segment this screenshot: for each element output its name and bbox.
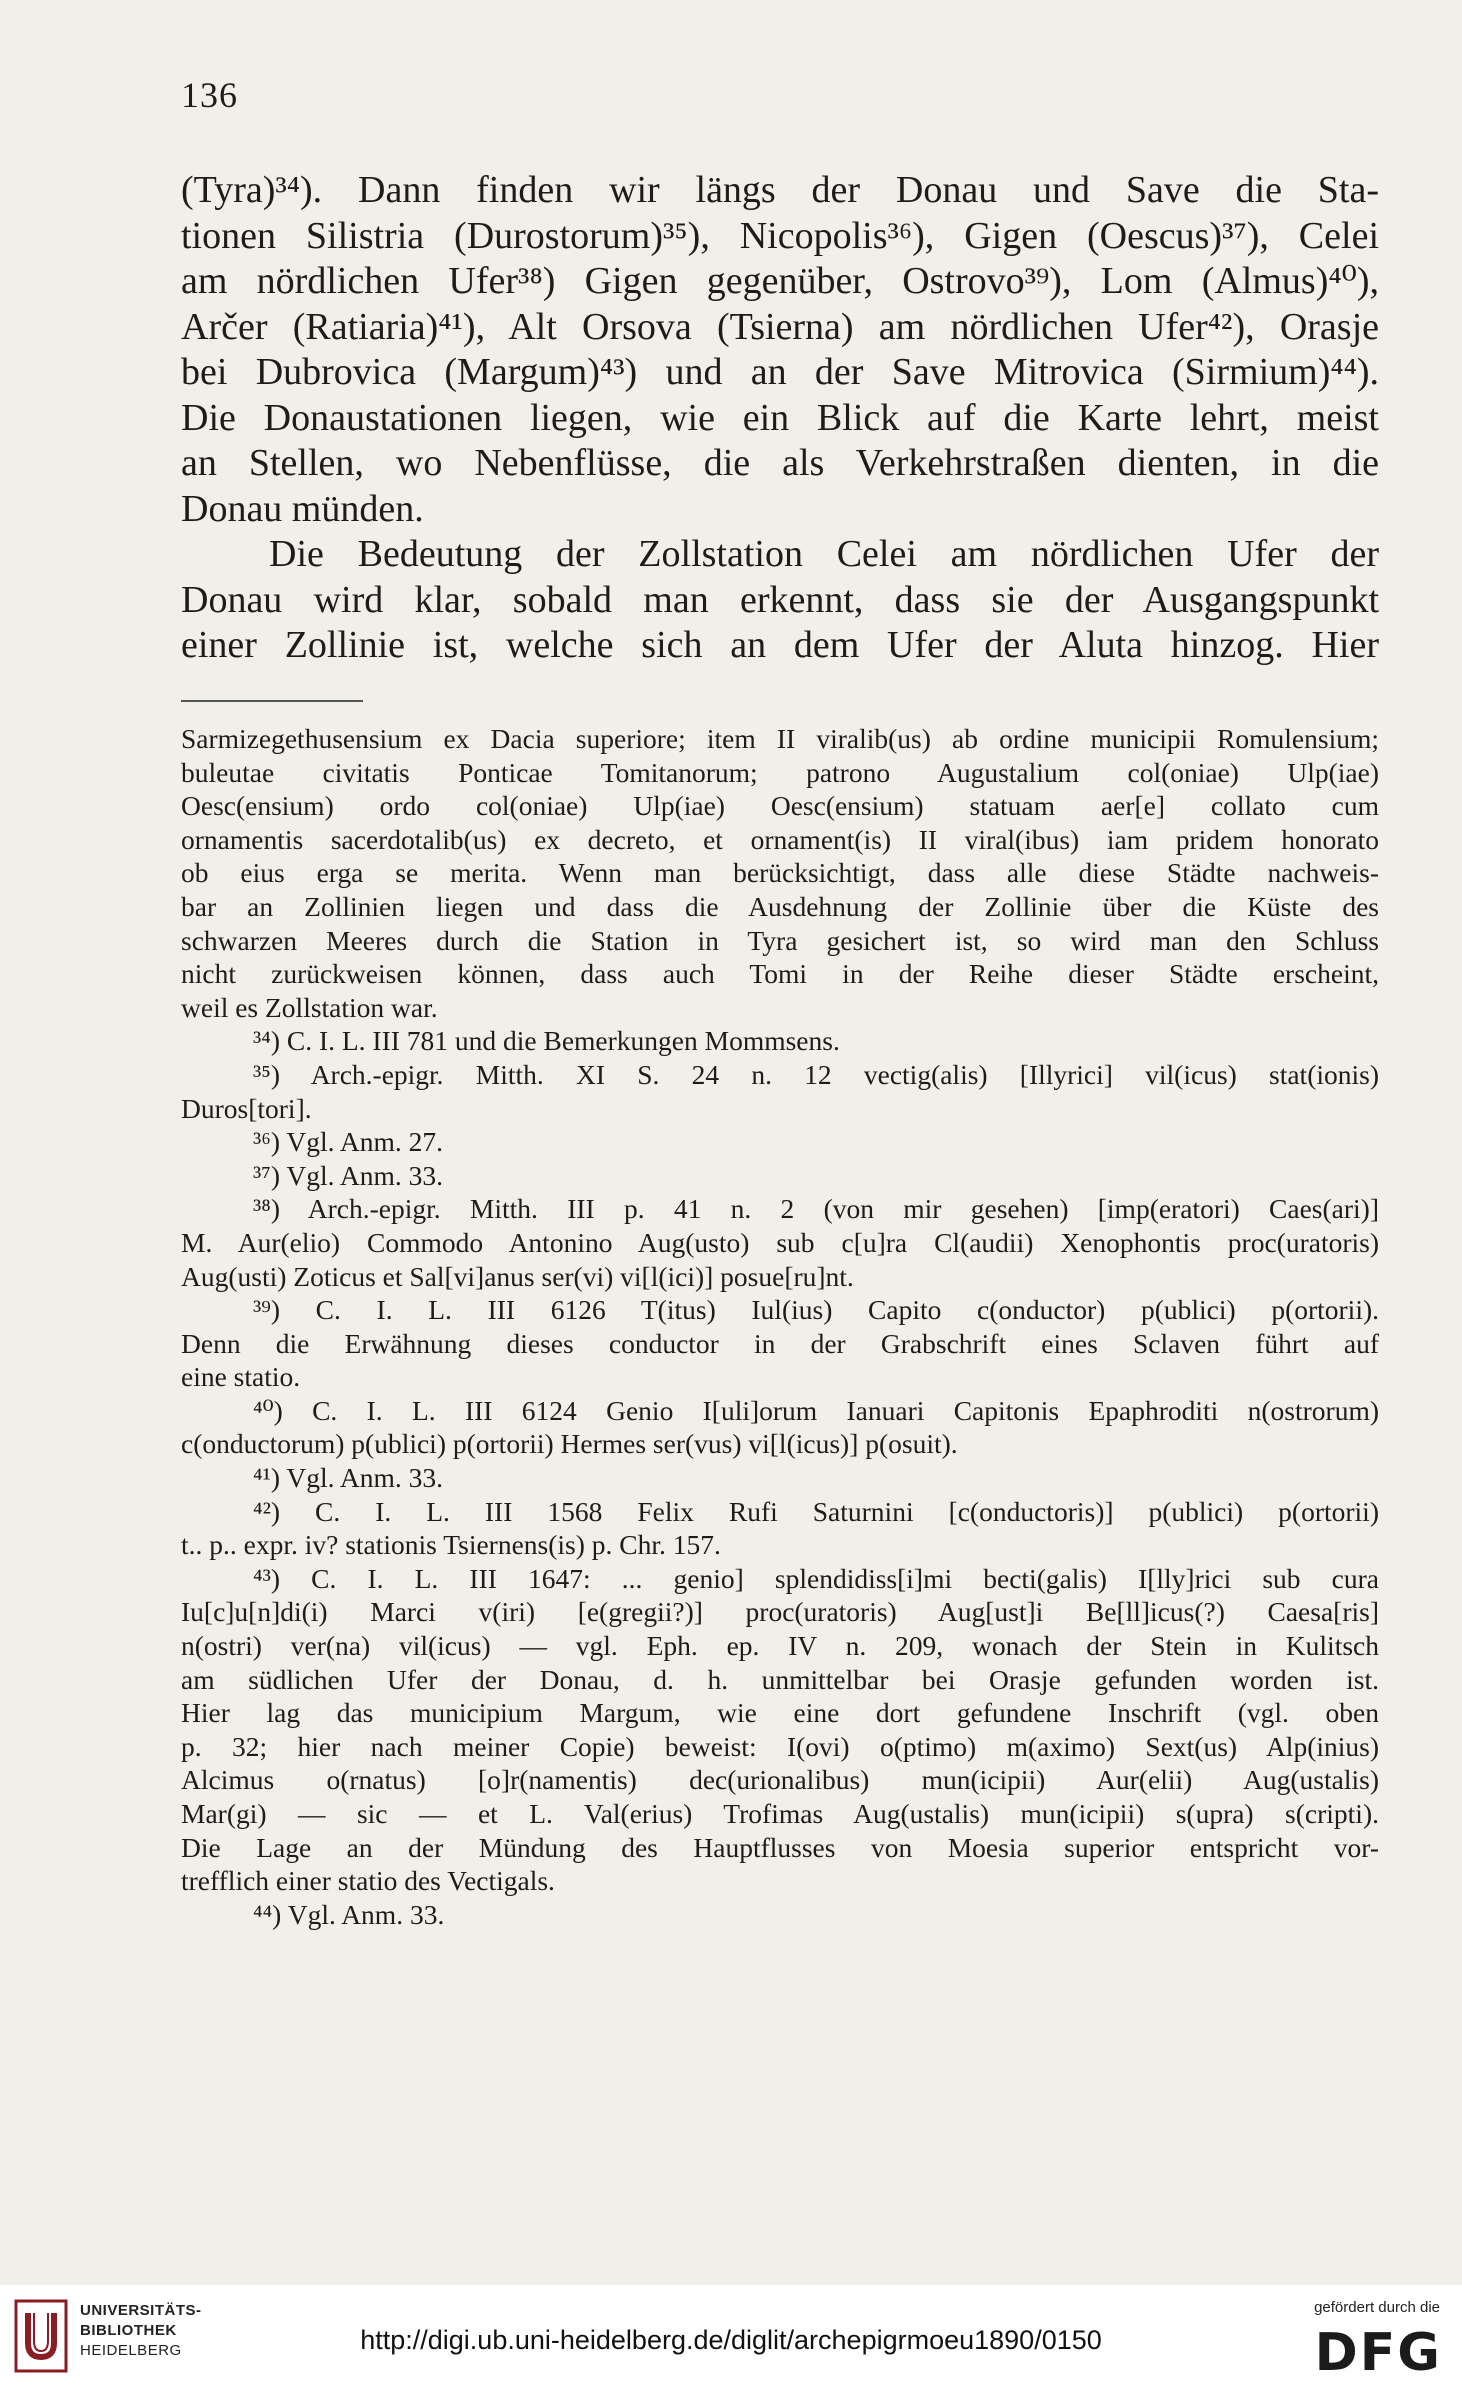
note-line: buleutae civitatis Ponticae Tomitanorum; patrono Augustalium col(oniae) Ulp(iae) — [181, 756, 1379, 788]
page-number: 136 — [181, 75, 238, 115]
note-line: ³⁶) Vgl. Anm. 27. — [253, 1126, 443, 1158]
main-line: Arčer (Ratiaria)⁴¹), Alt Orsova (Tsierna) am nördlichen Ufer⁴²), Orasje — [181, 305, 1379, 348]
note-line: Alcimus o(rnatus) [o]r(namentis) dec(urionalibus) mun(icipii) Aur(elii) Aug(ustalis) — [181, 1764, 1379, 1796]
source-url-link[interactable]: http://digi.ub.uni-heidelberg.de/diglit/archepigrmoeu1890/0150 — [360, 2325, 1102, 2355]
note-line: ⁴¹) Vgl. Anm. 33. — [253, 1462, 443, 1494]
note-line: n(ostri) ver(na) vil(icus) — vgl. Eph. ep. IV n. 209, wonach der Stein in Kulitsch — [181, 1630, 1379, 1662]
main-line: Die Bedeutung der Zollstation Celei am nördlichen Ufer der — [269, 533, 1379, 575]
note-line: ³⁹) C. I. L. III 6126 T(itus) Iul(ius) Capito c(onductor) p(ublici) p(ortorii). — [253, 1294, 1379, 1326]
note-line: ⁴²) C. I. L. III 1568 Felix Rufi Saturnini [c(onductoris)] p(ublici) p(ortorii) — [253, 1495, 1379, 1527]
note-line: Sarmizegethusensium ex Dacia superiore; item II viralib(us) ab ordine municipii Romulensium; — [181, 723, 1379, 754]
main-line: Donau münden. — [181, 487, 424, 530]
main-text — [181, 168, 1379, 669]
note-line: ornamentis sacerdotalib(us) ex decreto, et ornament(is) II viral(ibus) iam pridem honorato — [181, 823, 1379, 855]
library-line: BIBLIOTHEK — [80, 2322, 177, 2339]
library-line: UNIVERSITÄTS- — [80, 2302, 202, 2319]
note-line: ob eius erga se merita. Wenn man berücksichtigt, dass alle diese Städte nachweis- — [181, 857, 1379, 889]
note-line: schwarzen Meeres durch die Station in Tyra gesichert ist, so wird man den Schluss — [181, 924, 1379, 956]
note-line: Duros[tori]. — [181, 1092, 312, 1124]
note-line: eine statio. — [181, 1361, 301, 1393]
note-line: Aug(usti) Zoticus et Sal[vi]anus ser(vi) vi[l(ici)] posue[ru]nt. — [181, 1260, 854, 1292]
note-line: ⁴⁰) C. I. L. III 6124 Genio I[uli]orum Ianuari Capitonis Epaphroditi n(ostrorum) — [253, 1394, 1379, 1426]
main-line: bei Dubrovica (Margum)⁴³) und an der Save Mitrovica (Sirmium)⁴⁴). — [181, 351, 1379, 393]
note-line: weil es Zollstation war. — [181, 991, 438, 1023]
main-line: am nördlichen Ufer³⁸) Gigen gegenüber, Ostrovo³⁹), Lom (Almus)⁴⁰), — [181, 260, 1379, 302]
library-line: HEIDELBERG — [80, 2342, 182, 2359]
note-line: Denn die Erwähnung dieses conductor in der Grabschrift eines Sclaven führt auf — [181, 1327, 1379, 1359]
note-line: ³⁴) C. I. L. III 781 und die Bemerkungen Mommsens. — [253, 1025, 840, 1057]
dfg-logo: DFG — [1314, 2323, 1442, 2383]
note-line: Mar(gi) — sic — et L. Val(erius) Trofimas Aug(ustalis) mun(icipii) s(upra) s(cripti). — [181, 1798, 1379, 1829]
main-line: (Tyra)³⁴). Dann finden wir längs der Donau und Save die Sta- — [181, 169, 1379, 211]
note-line: M. Aur(elio) Commodo Antonino Aug(usto) sub c[u]ra Cl(audii) Xenophontis proc(uratoris) — [181, 1226, 1379, 1258]
main-line: Die Donaustationen liegen, wie ein Blick auf die Karte lehrt, meist — [181, 396, 1379, 439]
note-line: Hier lag das municipium Margum, wie eine dort gefundene Inschrift (vgl. oben — [181, 1697, 1379, 1729]
note-line: ³⁵) Arch.-epigr. Mitth. XI S. 24 n. 12 vectig(alis) [Illyrici] vil(icus) stat(ionis) — [253, 1058, 1379, 1090]
main-line: einer Zollinie ist, welche sich an dem Ufer der Aluta hinzog. Hier — [181, 624, 1379, 666]
digitization-footer — [0, 2285, 1462, 2395]
note-line: ³⁷) Vgl. Anm. 33. — [253, 1159, 443, 1191]
note-line: bar an Zollinien liegen und dass die Ausdehnung der Zollinie über die Küste des — [181, 890, 1379, 922]
note-line: Iu[c]u[n]di(i) Marci v(iri) [e(gregii?)] proc(uratoris) Aug[ust]i Be[ll]icus(?) Caesa[ris] — [181, 1596, 1379, 1628]
main-line: tionen Silistria (Durostorum)³⁵), Nicopolis³⁶), Gigen (Oescus)³⁷), Celei — [181, 214, 1379, 257]
note-line: am südlichen Ufer der Donau, d. h. unmittelbar bei Orasje gefunden worden ist. — [181, 1663, 1379, 1695]
footnotes — [181, 722, 1379, 1931]
note-line: ³⁸) Arch.-epigr. Mitth. III p. 41 n. 2 (von mir gesehen) [imp(eratori) Caes(ari)] — [253, 1193, 1379, 1225]
main-line: an Stellen, wo Nebenflüsse, die als Verkehrstraßen dienten, in die — [181, 442, 1379, 484]
note-line: p. 32; hier nach meiner Copie) beweist: I(ovi) o(ptimo) m(aximo) Sext(us) Alp(inius) — [181, 1730, 1379, 1762]
note-line: ⁴⁴) Vgl. Anm. 33. — [253, 1898, 445, 1930]
main-line: Donau wird klar, sobald man erkennt, dass sie der Ausgangspunkt — [181, 578, 1379, 621]
note-line: t.. p.. expr. iv? stationis Tsiernens(is) p. Chr. 157. — [181, 1529, 721, 1561]
funder-note: gefördert durch die — [1314, 2299, 1440, 2316]
note-line: Die Lage an der Mündung des Hauptflusses von Moesia superior entspricht vor- — [181, 1831, 1379, 1863]
note-line: ⁴³) C. I. L. III 1647: ... genio] splendidiss[i]mi becti(galis) I[lly]rici sub cura — [253, 1562, 1379, 1594]
note-line: nicht zurückweisen können, dass auch Tomi in der Reihe dieser Städte erscheint, — [181, 958, 1379, 990]
note-line: Oesc(ensium) ordo col(oniae) Ulp(iae) Oesc(ensium) statuam aer[e] collato cum — [181, 790, 1379, 822]
note-line: trefflich einer statio des Vectigals. — [181, 1865, 555, 1897]
footnote-separator — [181, 700, 363, 702]
note-line: c(onductorum) p(ublici) p(ortorii) Hermes ser(vus) vi[l(icus)] p(osuit). — [181, 1428, 958, 1460]
